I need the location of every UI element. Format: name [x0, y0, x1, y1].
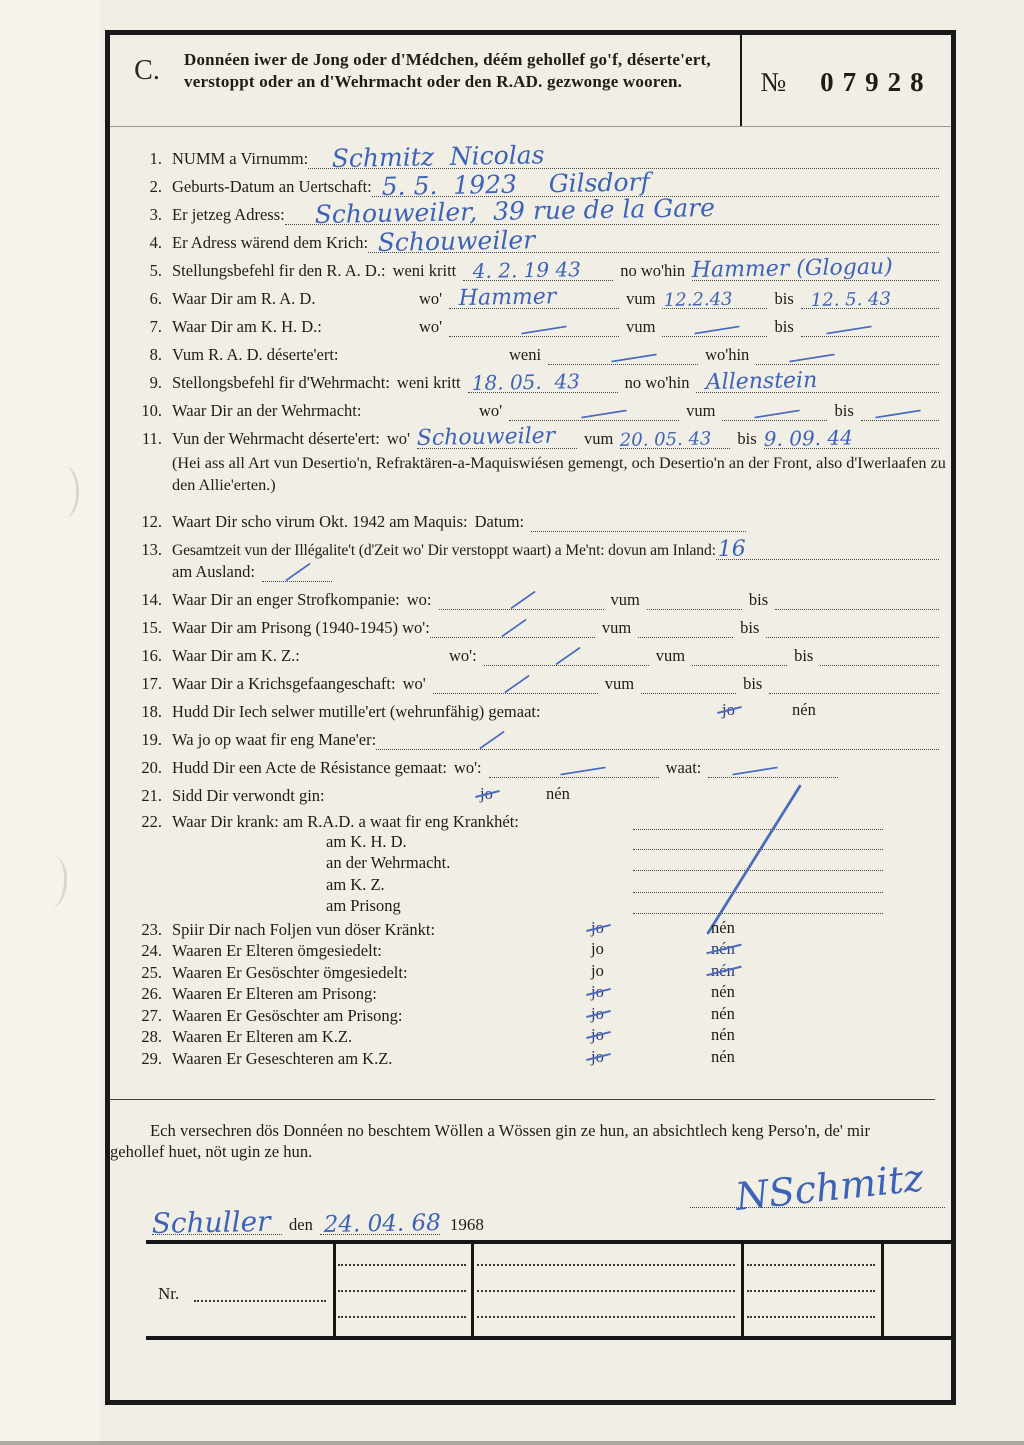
jo-option: jo — [722, 700, 735, 719]
item-number: 29. — [141, 1048, 162, 1068]
dotted-line — [477, 1264, 735, 1266]
handwriting: 4. 2. 19 43 — [472, 257, 582, 283]
field-key: bis — [774, 289, 794, 308]
field-key: Datum: — [474, 512, 525, 531]
field-key: vum — [601, 618, 632, 637]
year-label: 1968 — [449, 1214, 484, 1234]
jo-option: jo — [591, 1003, 604, 1023]
slash-mark — [480, 731, 506, 750]
item-number: 28. — [141, 1027, 162, 1046]
field-key: bis — [774, 317, 794, 336]
dotted-line — [194, 1300, 326, 1302]
form-item-11 — [110, 421, 941, 449]
dotted-field — [820, 645, 939, 666]
dotted-field — [439, 589, 604, 610]
item-number: 16. — [141, 646, 162, 665]
form-item-13 — [110, 532, 941, 560]
dotted-line — [338, 1316, 466, 1318]
dotted-field — [766, 617, 939, 638]
item-22-sub — [110, 875, 941, 897]
item-number: 20. — [141, 758, 162, 777]
form-item-24 — [110, 940, 941, 962]
dotted-field — [449, 316, 619, 337]
item-number: 10. — [141, 401, 162, 420]
form-item-26 — [110, 983, 941, 1005]
item-label: Spiir Dir nach Foljen vun döser Kränkt: — [172, 919, 436, 939]
form-item-3 — [110, 193, 941, 229]
item-label: Waaren Er Elteren ömgesiedelt: — [172, 941, 382, 960]
dash-mark — [754, 409, 800, 418]
sub-label: an der Wehrmacht. — [326, 853, 451, 872]
field-key: am Ausland: — [172, 562, 255, 581]
item-label: Hudd Dir Iech selwer mutille'ert (wehrunfähig) gemaat: — [172, 702, 541, 721]
nen-option: nén — [711, 1046, 735, 1066]
slash-mark — [555, 647, 581, 666]
jo-option: jo — [591, 960, 604, 980]
date-field — [320, 1209, 441, 1238]
field-key: no wo'hin — [620, 261, 686, 280]
handwriting: 12. 5. 43 — [810, 288, 891, 311]
field-key: wo': — [449, 646, 477, 665]
item-number: 24. — [141, 941, 162, 960]
item-number: 14. — [141, 590, 162, 609]
dotted-field — [468, 369, 618, 395]
declaration-text: Ech versechren dös Donnéen no beschtem Wöllen a Wössen gin ze hun, an absichtlech keng Perso'n, de' mir gehollef huet, nöt ugin ze hun. — [110, 1120, 871, 1161]
form-item-16 — [110, 638, 941, 666]
form-item-14 — [110, 582, 941, 610]
item-number: 22. — [141, 812, 162, 831]
item-label: Waar Dir am R. A. D. — [172, 289, 316, 308]
item-label: Waar Dir am Prisong (1940-1945) wo': — [172, 618, 430, 637]
nr-label: Nr. — [158, 1284, 180, 1303]
dotted-field — [262, 561, 332, 582]
dotted-line — [477, 1316, 735, 1318]
dotted-field — [775, 589, 939, 610]
field-key: wo' — [479, 401, 503, 420]
item-label: Waart Dir scho virum Okt. 1942 am Maquis: — [172, 512, 468, 531]
den-label: den — [289, 1214, 313, 1234]
field-key: vum — [686, 401, 716, 420]
dotted-field — [691, 254, 939, 283]
form-item-4 — [110, 225, 941, 257]
signature-field — [690, 1155, 945, 1219]
dash-mark — [521, 325, 567, 334]
form-item-8 — [110, 337, 941, 365]
dotted-field — [449, 284, 619, 311]
item-label: Waar Dir a Krichsgefaangeschaft: — [172, 674, 396, 693]
field-key: vum — [626, 289, 656, 308]
dotted-field — [861, 400, 939, 421]
dotted-field — [696, 368, 939, 395]
handwriting: 24. 04. 68 — [323, 1209, 441, 1238]
handwriting: Hammer (Glogau) — [691, 254, 894, 283]
dotted-field — [376, 729, 939, 750]
paper-fold-mark — [50, 466, 79, 518]
item-number: 23. — [141, 919, 162, 939]
serial-number: 07928 — [820, 67, 933, 97]
dotted-field — [489, 757, 659, 778]
item-label: Geburts-Datum an Uertschaft: — [172, 177, 372, 196]
handwriting: Schmitz Nicolas — [331, 140, 545, 173]
handwriting: Allenstein — [706, 368, 818, 395]
dotted-field — [763, 425, 939, 451]
item-label: Gesamtzeit vun der Illégalite't (d'Zeit wo' Dir verstoppt waart) a Me'nt: dovun am Inland: — [172, 542, 716, 559]
item-number: 12. — [141, 512, 162, 531]
form-item-1 — [110, 140, 941, 173]
item-number: 27. — [141, 1005, 162, 1025]
dotted-field — [484, 645, 649, 666]
dotted-field — [692, 645, 787, 666]
dash-mark — [789, 353, 835, 362]
form-title: Donnéen iwer de Jong oder d'Médchen, déém gehollef go'f, déserte'ert, verstoppt oder an d'Wehrmacht oder den R.AD. gezwonge wooren. — [184, 50, 711, 92]
form-item-19 — [110, 722, 941, 750]
form-body — [110, 127, 951, 1240]
field-key: bis — [748, 590, 769, 609]
form-item-2 — [110, 167, 941, 201]
place-field — [151, 1204, 282, 1240]
scan-edge-shadow — [0, 1441, 1024, 1445]
item-number: 15. — [141, 618, 162, 637]
jo-option: jo — [591, 1025, 604, 1044]
form-item-12 — [110, 504, 941, 532]
slash-mark — [285, 563, 311, 582]
dotted-line — [747, 1290, 875, 1292]
field-key: bis — [737, 429, 757, 448]
nen-option: nén — [711, 960, 735, 980]
dash-mark — [732, 766, 778, 775]
item-label: Waar Dir am K. H. D.: — [172, 317, 322, 336]
form-item-25 — [110, 961, 941, 983]
dotted-field — [756, 344, 939, 365]
item-number: 21. — [141, 786, 162, 805]
dotted-field — [620, 428, 730, 449]
dotted-field — [641, 673, 736, 694]
item-label: Er jetzeg Adress: — [172, 205, 285, 224]
slash-mark — [501, 619, 527, 638]
dotted-field — [433, 673, 598, 694]
item-label: Waar Dir am K. Z.: — [172, 646, 300, 665]
nen-option: nén — [711, 1003, 735, 1023]
dash-mark — [875, 409, 921, 418]
item-label: Er Adress wärend dem Krich: — [172, 233, 369, 252]
handwriting: Schuller — [151, 1204, 271, 1240]
item-22-sub — [110, 897, 941, 919]
form-item-9 — [110, 365, 941, 393]
dotted-field — [633, 870, 883, 871]
form-item-21 — [110, 778, 941, 806]
item-label: Waar Dir an der Wehrmacht: — [172, 401, 362, 420]
slash-mark — [504, 675, 530, 694]
handwriting: Hammer — [458, 284, 557, 311]
field-key: waat: — [665, 758, 702, 777]
table-divider — [881, 1244, 884, 1336]
item-number: 3. — [149, 205, 162, 224]
nen-option: nén — [711, 917, 735, 937]
handwriting: 16 — [717, 536, 746, 562]
form-item-6 — [110, 281, 941, 309]
handwriting: Schouweiler, 39 rue de la Gare — [314, 193, 715, 229]
registry-table — [146, 1240, 951, 1340]
serial-number-box — [742, 39, 951, 126]
dotted-field — [633, 892, 883, 893]
item-label: Stellungsbefehl fir den R. A. D.: — [172, 261, 386, 280]
item-label: Waaren Er Elteren am Prisong: — [172, 984, 377, 1003]
item-label: Vum R. A. D. déserte'ert: — [172, 345, 339, 364]
jo-option: jo — [591, 939, 604, 958]
dotted-field — [769, 673, 939, 694]
handwriting: 9. 09. 44 — [763, 425, 853, 451]
table-divider — [741, 1244, 744, 1336]
field-key: wo'hin — [705, 345, 750, 364]
dotted-field — [633, 829, 883, 830]
jo-option: jo — [591, 982, 604, 1001]
field-key: vum — [655, 646, 686, 665]
item-label: Waaren Er Gesöschter am Prisong: — [172, 1005, 403, 1025]
item-number: 17. — [141, 674, 162, 693]
item-number: 5. — [149, 261, 162, 280]
nen-option: nén — [711, 939, 735, 958]
item-label: Waaren Er Geseschteren am K.Z. — [172, 1048, 393, 1068]
dotted-field — [509, 400, 679, 421]
item-number: 8. — [149, 345, 162, 364]
form-item-13b — [110, 560, 941, 582]
field-key: bis — [743, 674, 763, 693]
sub-label: am K. H. D. — [326, 831, 407, 851]
item-number: 7. — [149, 317, 162, 336]
form-item-17 — [110, 666, 941, 694]
jo-option: jo — [591, 917, 604, 937]
item-number: 25. — [141, 962, 162, 982]
item-number: 19. — [141, 730, 162, 749]
handwriting: 5. 5. 1923 Gilsdorf — [381, 167, 650, 201]
paper-fold-mark — [36, 855, 69, 909]
numero-sign: № — [760, 67, 787, 97]
field-key: wo' — [419, 317, 443, 336]
item-22-sub — [110, 854, 941, 876]
dotted-field — [722, 400, 827, 421]
handwriting: 18. 05. 43 — [471, 369, 580, 395]
field-key: wo' — [419, 289, 443, 308]
field-key: vum — [604, 674, 635, 693]
form-item-27 — [110, 1004, 941, 1026]
item-label: NUMM a Virnumm: — [172, 149, 309, 168]
item-22-sub — [110, 832, 941, 854]
item-label: Hudd Dir een Acte de Résistance gemaat: — [172, 758, 447, 777]
dotted-field — [416, 423, 577, 451]
form-item-7 — [110, 309, 941, 337]
dotted-field — [548, 344, 698, 365]
dotted-field — [531, 511, 746, 532]
dotted-field — [662, 288, 767, 309]
field-key: weni kritt — [396, 373, 461, 392]
form-item-20 — [110, 750, 941, 778]
item-number: 13. — [141, 540, 162, 559]
form-item-23 — [110, 918, 941, 940]
item-number: 18. — [141, 702, 162, 721]
field-key: no wo'hin — [624, 373, 690, 392]
field-key: vum — [584, 429, 614, 448]
form-item-15 — [110, 610, 941, 638]
item-label: Waaren Er Elteren am K.Z. — [172, 1027, 353, 1046]
item-label: Waaren Er Gesöschter ömgesiedelt: — [172, 962, 408, 982]
dotted-line — [477, 1290, 735, 1292]
item-number: 11. — [141, 429, 162, 448]
jo-option: jo — [480, 784, 493, 803]
handwriting: 20. 05. 43 — [620, 428, 712, 451]
item-number: 26. — [141, 984, 162, 1003]
item-label: Wa jo op waat fir eng Mane'er: — [172, 730, 377, 749]
item-number: 6. — [149, 289, 162, 308]
dotted-field — [716, 536, 939, 562]
item-label: Waar Dir an enger Strofkompanie: — [172, 590, 400, 609]
handwriting: Schouweiler — [416, 423, 556, 451]
nen-option: nén — [711, 1025, 735, 1044]
dash-mark — [826, 325, 872, 334]
field-key: wo': — [453, 758, 482, 777]
signature-handwriting: NSchmitz — [733, 1155, 926, 1219]
field-key: bis — [794, 646, 814, 665]
form-item-18 — [110, 694, 941, 722]
form-item-10 — [110, 393, 941, 421]
sub-label: am Prisong — [326, 896, 401, 915]
dotted-field — [801, 288, 939, 309]
table-divider — [471, 1244, 474, 1336]
item-number: 2. — [149, 177, 162, 196]
field-key: wo' — [402, 674, 426, 693]
form-item-29 — [110, 1047, 941, 1069]
nen-option: nén — [546, 784, 570, 803]
field-key: bis — [834, 401, 854, 420]
form-header — [110, 35, 951, 127]
table-divider — [333, 1244, 336, 1336]
slash-mark — [510, 591, 536, 610]
section-divider — [110, 1099, 935, 1100]
field-key: vum — [610, 590, 640, 609]
field-key: weni kritt — [392, 261, 457, 280]
handwriting: Schouweiler — [377, 225, 536, 257]
dotted-field — [662, 316, 767, 337]
dotted-field — [368, 225, 939, 257]
item-11-note: (Hei ass all Art vun Desertio'n, Refraktären-a-Maquiswiésen gemengt, och Desertio'n an der Front, also d'Iwerlaafen zu den Allie'erten.) — [172, 454, 946, 494]
dotted-field — [633, 913, 883, 914]
item-number: 4. — [149, 233, 162, 252]
dotted-field — [463, 257, 613, 283]
form-item-22 — [110, 806, 941, 918]
dotted-line — [338, 1290, 466, 1292]
item-label: Vun der Wehrmacht déserte'ert: — [172, 429, 380, 448]
form-item-5 — [110, 253, 941, 281]
dash-mark — [560, 766, 606, 775]
dotted-field — [285, 193, 939, 229]
nen-option: nén — [711, 982, 735, 1001]
field-key: wo' — [386, 429, 411, 448]
field-key: wo: — [406, 590, 432, 609]
dash-mark — [611, 353, 657, 362]
dotted-field — [308, 140, 939, 173]
dotted-line — [747, 1316, 875, 1318]
item-number: 1. — [149, 149, 162, 168]
sub-label: am K. Z. — [326, 874, 385, 894]
document-frame — [105, 30, 956, 1405]
dotted-field — [708, 757, 838, 778]
dotted-field — [801, 316, 939, 337]
dotted-line — [338, 1264, 466, 1266]
item-number: 9. — [149, 373, 162, 392]
form-item-28 — [110, 1026, 941, 1048]
handwriting: 12.2.43 — [664, 288, 734, 311]
dotted-field — [638, 617, 733, 638]
nen-option: nén — [792, 700, 816, 719]
field-key: weni — [509, 345, 542, 364]
section-letter: C. — [134, 55, 160, 86]
dash-mark — [694, 325, 740, 334]
dash-mark — [581, 409, 627, 418]
item-label: Stellongsbefehl fir d'Wehrmacht: — [172, 373, 390, 392]
field-key: vum — [626, 317, 656, 336]
item-22-main — [110, 806, 941, 832]
item-label: Sidd Dir verwondt gin: — [172, 786, 325, 805]
jo-option: jo — [591, 1046, 604, 1066]
item-label: Waar Dir krank: am R.A.D. a waat fir eng Krankhét: — [172, 812, 519, 831]
dotted-field — [647, 589, 742, 610]
dotted-line — [747, 1264, 875, 1266]
field-key: bis — [740, 618, 760, 637]
dotted-field — [430, 617, 595, 638]
